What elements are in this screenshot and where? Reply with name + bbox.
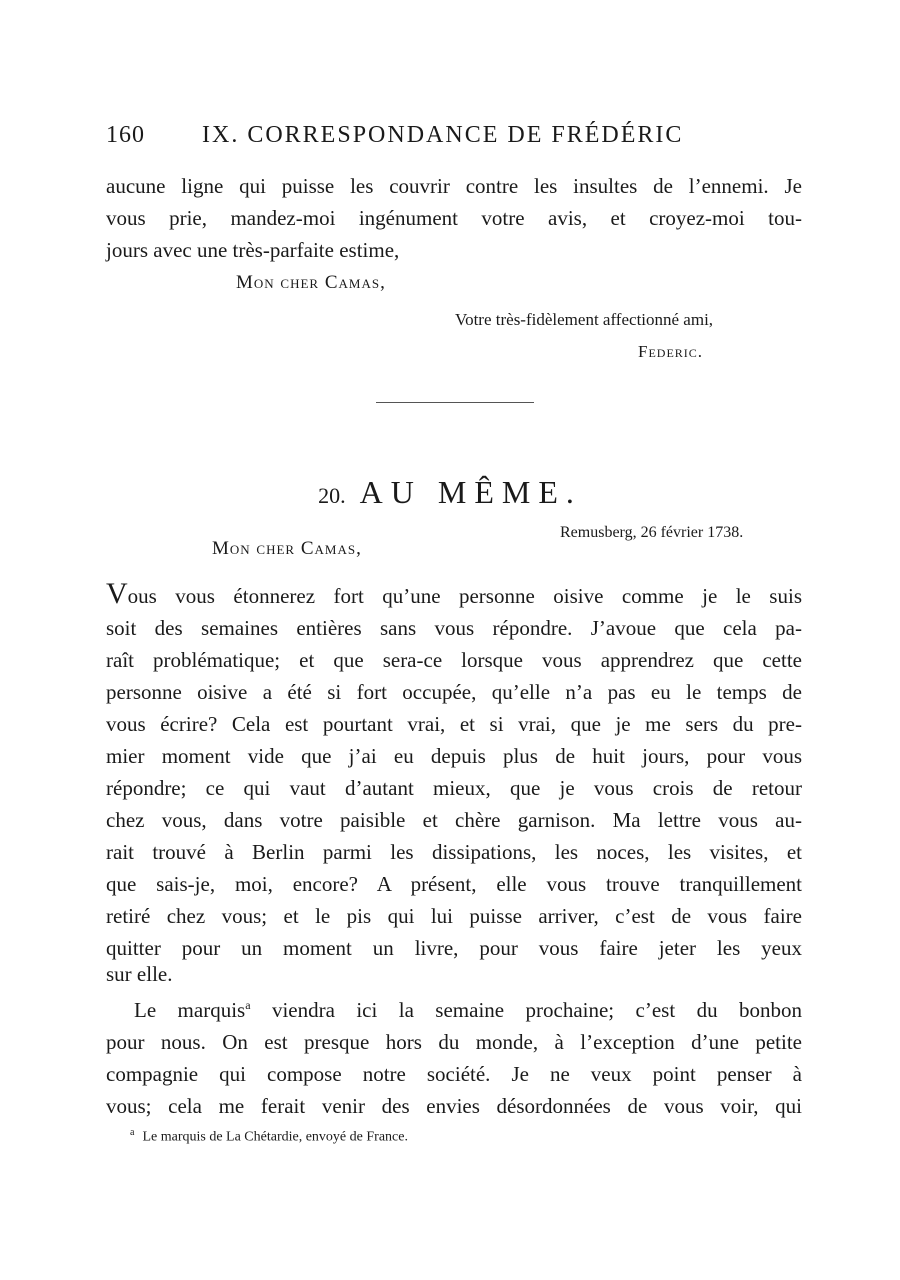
section-divider [376,402,534,403]
text-line: que sais-je, moi, encore? A présent, elle vous trouve tranquillement [106,872,802,896]
text-span: ous vous étonnerez fort qu’une personne oisive comme je le suis [127,584,802,608]
text-line: raît problématique; et que sera-ce lorsque vous apprendrez que cette [106,648,802,672]
closing-salutation: Mon cher Camas, [236,272,386,293]
letter-number: 20. [318,483,346,508]
text-line: répondre; ce qui vaut d’autant mieux, que je vous crois de retour [106,776,802,800]
signature: Federic. [638,342,704,361]
text-line: personne oisive a été si fort occupée, qu’elle n’a pas eu le temps de [106,680,802,704]
page-number: 160 [106,122,145,148]
running-head [106,122,806,149]
text-line: compagnie qui compose notre société. Je ne veux point penser à [106,1062,802,1086]
running-title: IX. CORRESPONDANCE DE FRÉDÉRIC [202,122,684,148]
text-line [106,994,802,1026]
text-line: vous; cela me ferait venir des envies désordonnées de vous voir, qui [106,1094,802,1118]
place-date: Remusberg, 26 février 1738. [560,524,744,541]
text-span: Le marquis [134,998,246,1022]
text-line: mier moment vide que j’ai eu depuis plus de huit jours, pour vous [106,744,802,768]
text-line: jours avec une très-parfaite estime, [106,238,400,262]
closing-formula: Votre très-fidèlement affectionné ami, [455,310,714,329]
text-span: viendra ici la semaine prochaine; c’est du bonbon [250,998,802,1022]
footnote [130,1127,408,1146]
letter-heading [0,474,900,511]
text-line: vous prie, mandez-moi ingénument votre avis, et croyez-moi tou- [106,206,802,230]
text-line: rait trouvé à Berlin parmi les dissipations, les noces, les visites, et [106,840,802,864]
letter-title: AU MÊME. [359,474,582,510]
footnote-marker: a [130,1127,135,1138]
text-line: chez vous, dans votre paisible et chère garnison. Ma lettre vous au- [106,808,802,832]
text-line: sur elle. [106,962,173,986]
opening-salutation: Mon cher Camas, [212,538,362,559]
text-line: quitter pour un moment un livre, pour vous faire jeter les yeux [106,936,802,960]
text-line: vous écrire? Cela est pourtant vrai, et si vrai, que je me sers du pre- [106,712,802,736]
text-line: retiré chez vous; et le pis qui lui puisse arriver, c’est de vous faire [106,904,802,928]
drop-cap: V [106,577,128,610]
footnote-text: Le marquis de La Chétardie, envoyé de France. [142,1129,408,1145]
text-line [106,577,802,612]
text-line: pour nous. On est presque hors du monde, à l’exception d’une petite [106,1030,802,1054]
text-line: aucune ligne qui puisse les couvrir contre les insultes de l’ennemi. Je [106,174,802,198]
text-line: soit des semaines entières sans vous répondre. J’avoue que cela pa- [106,616,802,640]
footnote-marker: a [245,998,251,1012]
